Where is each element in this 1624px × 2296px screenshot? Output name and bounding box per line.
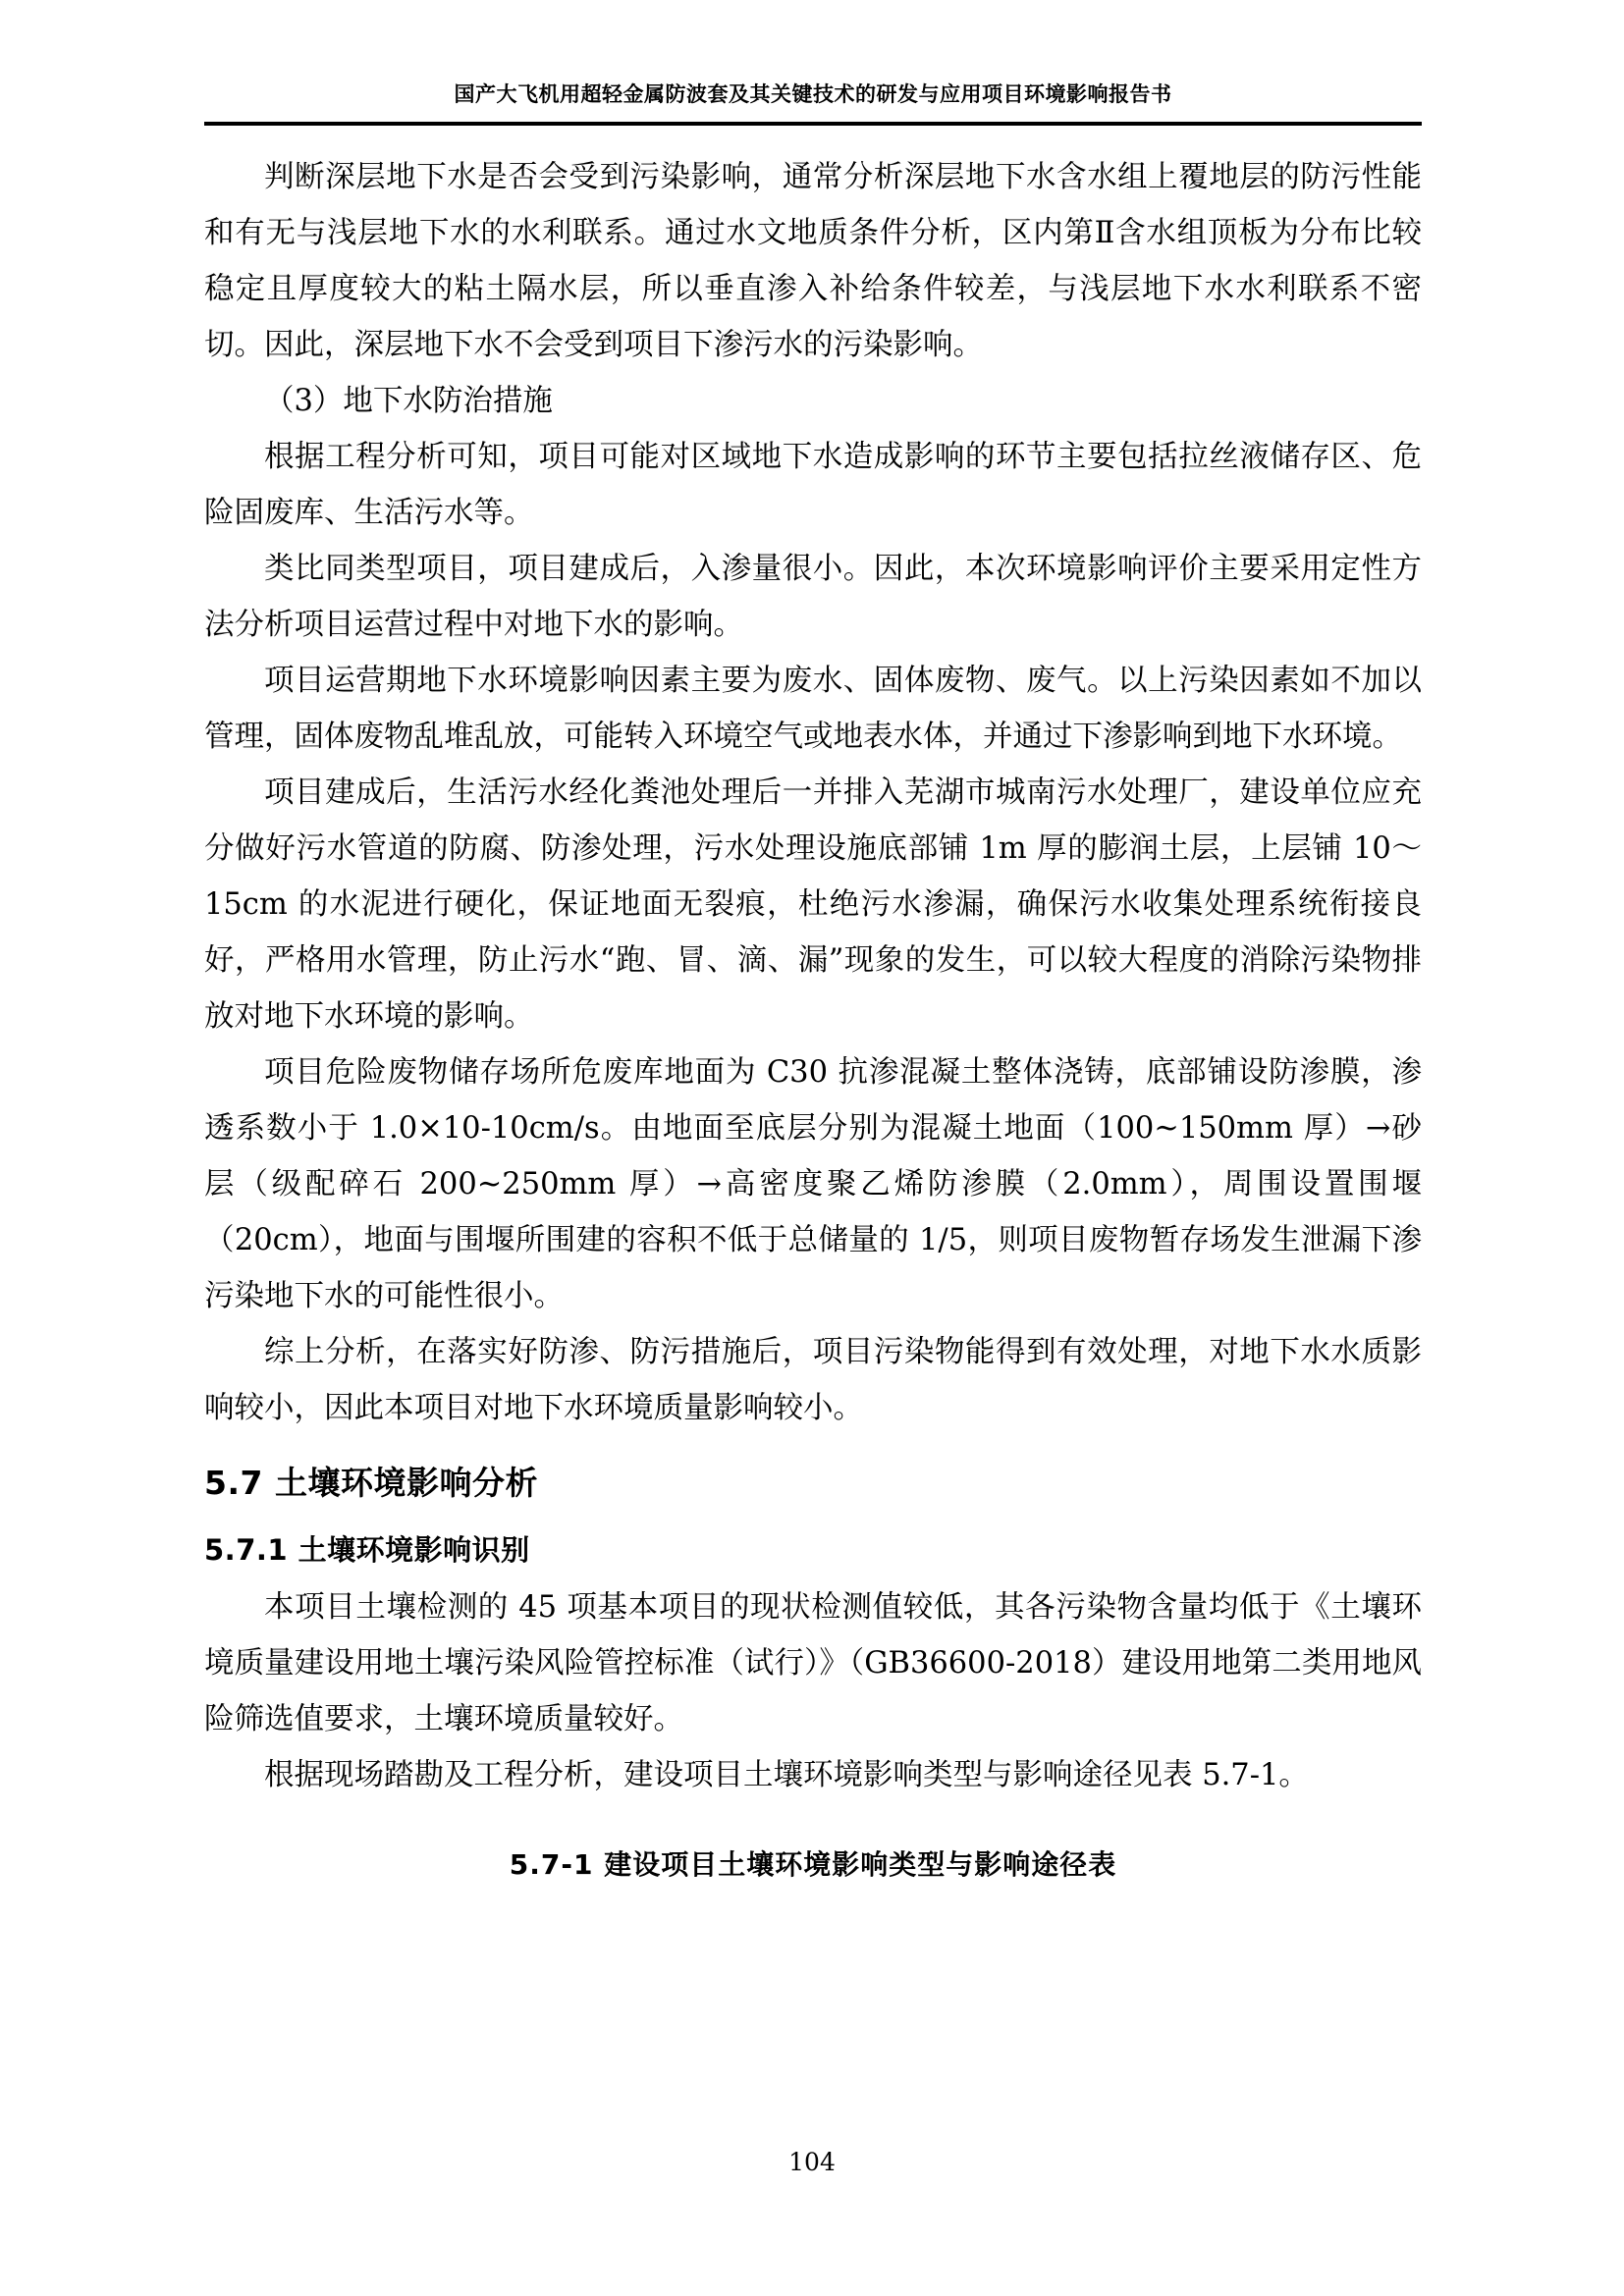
page-content xyxy=(204,0,1422,1893)
paragraph: 项目危险废物储存场所危废库地面为 C30 抗渗混凝土整体浇铸，底部铺设防渗膜，渗透系数小于 1.0×10-10cm/s。由地面至底层分别为混凝土地面（100~150mm 厚）→砂层（级配碎石 200~250mm 厚）→高密度聚乙烯防渗膜（2.0mm），周围设置围堰（20cm），地面与围堰所围建的容积不低于总储量的 1/5，则项目废物暂存场发生泄漏下渗污染地下水的可能性很小。 xyxy=(204,1055,1422,1313)
body-text xyxy=(204,149,1422,1893)
section-heading-5-7-1: 5.7.1 土壤环境影响识别 xyxy=(204,1533,530,1567)
paragraph: 综上分析，在落实好防渗、防污措施后，项目污染物能得到有效处理，对地下水水质影响较小，因此本项目对地下水环境质量影响较小。 xyxy=(204,1335,1422,1425)
paragraph: 项目运营期地下水环境影响因素主要为废水、固体废物、废气。以上污染因素如不加以管理，固体废物乱堆乱放，可能转入环境空气或地表水体，并通过下渗影响到地下水环境。 xyxy=(204,664,1422,754)
running-header-text: 国产大飞机用超轻金属防波套及其关键技术的研发与应用项目环境影响报告书 xyxy=(454,82,1172,106)
paragraph: 本项目土壤检测的 45 项基本项目的现状检测值较低，其各污染物含量均低于《土壤环境质量建设用地土壤污染风险管控标准（试行）》（GB36600-2018）建设用地第二类用地风险筛选值要求，土壤环境质量较好。 xyxy=(204,1590,1422,1736)
table-caption: 5.7-1 建设项目土壤环境影响类型与影响途径表 xyxy=(509,1848,1117,1881)
paragraph: 根据现场踏勘及工程分析，建设项目土壤环境影响类型与影响途径见表 5.7-1。 xyxy=(264,1758,1309,1792)
paragraph: 根据工程分析可知，项目可能对区域地下水造成影响的环节主要包括拉丝液储存区、危险固废库、生活污水等。 xyxy=(204,440,1422,530)
paragraph: 判断深层地下水是否会受到污染影响，通常分析深层地下水含水组上覆地层的防污性能和有无与浅层地下水的水利联系。通过水文地质条件分析，区内第Ⅱ含水组顶板为分布比较稳定且厚度较大的粘土隔水层，所以垂直渗入补给条件较差，与浅层地下水水利联系不密切。因此，深层地下水不会受到项目下渗污水的污染影响。 xyxy=(204,160,1422,362)
header-divider xyxy=(204,122,1422,126)
running-header xyxy=(204,0,1422,108)
paragraph: （3）地下水防治措施 xyxy=(264,384,553,418)
paragraph: 类比同类型项目，项目建成后，入渗量很小。因此，本次环境影响评价主要采用定性方法分析项目运营过程中对地下水的影响。 xyxy=(204,552,1422,642)
page-number: 104 xyxy=(788,2148,836,2176)
paragraph: 项目建成后，生活污水经化粪池处理后一并排入芜湖市城南污水处理厂，建设单位应充分做好污水管道的防腐、防渗处理，污水处理设施底部铺 1m 厚的膨润土层，上层铺 10～15cm 的水泥进行硬化，保证地面无裂痕，杜绝污水渗漏，确保污水收集处理系统衔接良好，严格用水管理，防止污水“跑、冒、滴、漏”现象的发生，可以较大程度的消除污染物排放对地下水环境的影响。 xyxy=(204,775,1422,1034)
section-heading-5-7: 5.7 土壤环境影响分析 xyxy=(204,1464,538,1502)
